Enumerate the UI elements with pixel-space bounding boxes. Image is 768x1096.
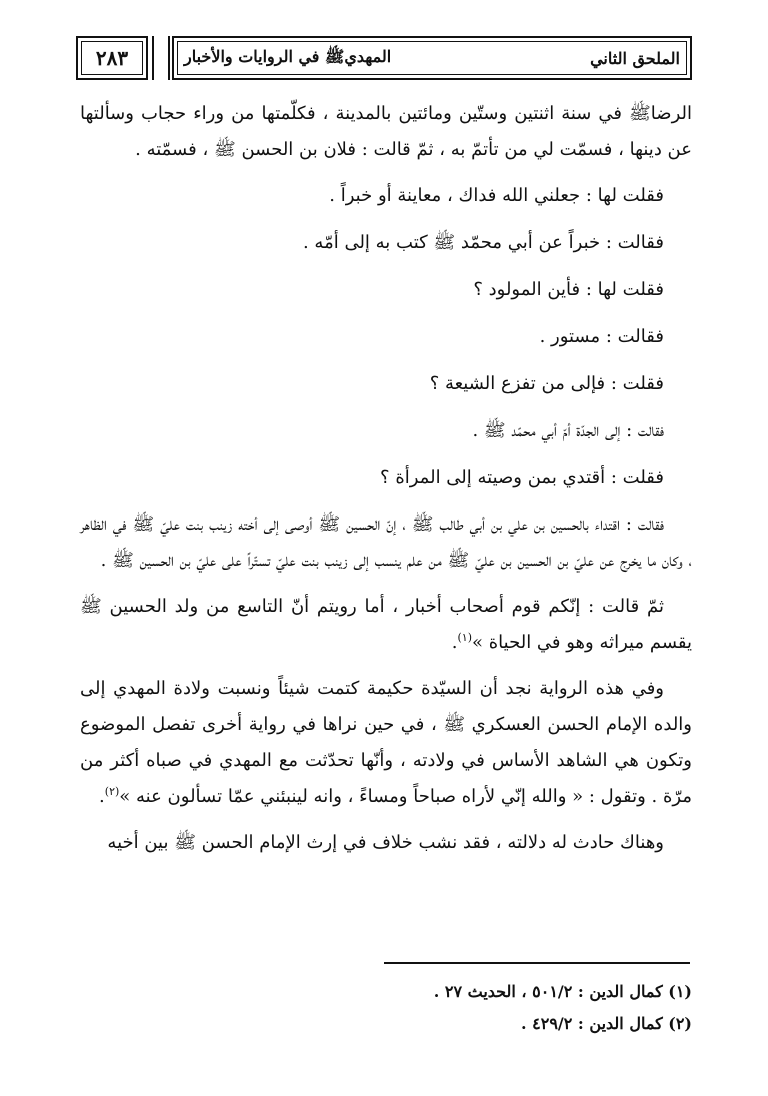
dialogue-line-2: فقالت : خبراً عن أبي محمّد ﷺ كتب به إلى أمّه .	[302, 232, 664, 253]
book-title: المهديﷺ في الروايات والأخبار	[184, 46, 392, 66]
paragraph-2: فقالت : اقتداء بالحسين بن علي بن أبي طالب ﷺ ، إنّ الحسين ﷺ أوصى إلى أخته زينب بنت عليّ ﷺ في الظاهر ، وكان ما يخرج عن عليّ بن الحسين بن عليّ ﷺ من علم ينسب إلى زينب بنت عليّ تستّراً على عليّ بن الحسين ﷺ .	[80, 514, 692, 571]
page-number-box	[76, 36, 148, 80]
dialogue-line-1: فقلت لها : جعلني الله فداك ، معاينة أو خبراً .	[329, 185, 664, 206]
footnote-separator	[384, 962, 690, 964]
paragraph-5: وهناك حادث له دلالته ، فقد نشب خلاف في إرث الإمام الحسن ﷺ بين أخيه	[107, 832, 664, 853]
paragraph-4-text: وفي هذه الرواية نجد أن السيّدة حكيمة كتمت شيئاً ونسبت ولادة المهدي إلى والده الإمام الحسن العسكري ﷺ ، في حين نراها في رواية أخرى تفصل الموضوع وتكون هي الشاهد الأساس في ولادته ، وأنّها تحدّثت مع المهدي في صباه أكثر من مرّة . وتقول : « والله إنّي لأراه صباحاً ومساءً ، وانه لينبئني عمّا تسألون عنه »	[80, 678, 692, 807]
running-head-box	[172, 36, 692, 80]
footnote-ref-2: (٢)	[104, 785, 120, 798]
section-title: الملحق الثاني	[590, 48, 680, 68]
footnote-1: (١) كمال الدين : ٥٠١/٢ ، الحديث ٢٧ .	[433, 982, 692, 1001]
dialogue-line-4: فقالت : مستور .	[539, 326, 664, 347]
dialogue-line-6: فقالت : إلى الجدّة أمّ أبي محمّد ﷺ .	[472, 420, 664, 441]
main-text	[80, 96, 692, 871]
paragraph-3: ثمّ قالت : إنّكم قوم أصحاب أخبار ، أما رويتم أنّ التاسع من ولد الحسين ﷺ يقسم ميراثه وهو في الحياة »$^{(١)}$.	[80, 596, 692, 653]
paragraph-1: الرضاﷺ في سنة اثنتين وستّين ومائتين بالمدينة ، فكلّمتها من وراء حجاب وسألتها عن دينها ، فسمّت لي من تأتمّ به ، ثمّ قالت : فلان بن الحسن ﷺ ، فسمّته .	[80, 103, 692, 160]
paragraph-4: وفي هذه الرواية نجد أن السيّدة حكيمة كتمت شيئاً ونسبت ولادة المهدي إلى والده الإمام الحسن العسكري ﷺ ، في حين نراها في رواية أخرى تفصل الموضوع وتكون هي الشاهد الأساس في ولادته ، وأنّها تحدّثت مع المهدي في صباه أكثر من مرّة . وتقول : « والله إنّي لأراه صباحاً ومساءً ، وانه لينبئني عمّا تسألون عنه »$^{(٢)}$.	[80, 678, 692, 807]
page-header	[76, 36, 692, 82]
footnote-2: (٢) كمال الدين : ٤٢٩/٢ .	[520, 1014, 692, 1033]
dialogue-line-3: فقلت لها : فأين المولود ؟	[473, 279, 664, 300]
dialogue-line-7: فقلت : أقتدي بمن وصيته إلى المرأة ؟	[380, 467, 664, 488]
footnote-ref-1: (١)	[457, 631, 473, 644]
paragraph-3-text: ثمّ قالت : إنّكم قوم أصحاب أخبار ، أما رويتم أنّ التاسع من ولد الحسين ﷺ يقسم ميراثه وهو في الحياة »	[80, 596, 692, 653]
dialogue-line-5: فقلت : فإلى من تفزع الشيعة ؟	[429, 373, 664, 394]
footnotes	[80, 976, 692, 1040]
header-divider	[152, 36, 170, 80]
page-number: ٢٨٣	[95, 46, 129, 70]
